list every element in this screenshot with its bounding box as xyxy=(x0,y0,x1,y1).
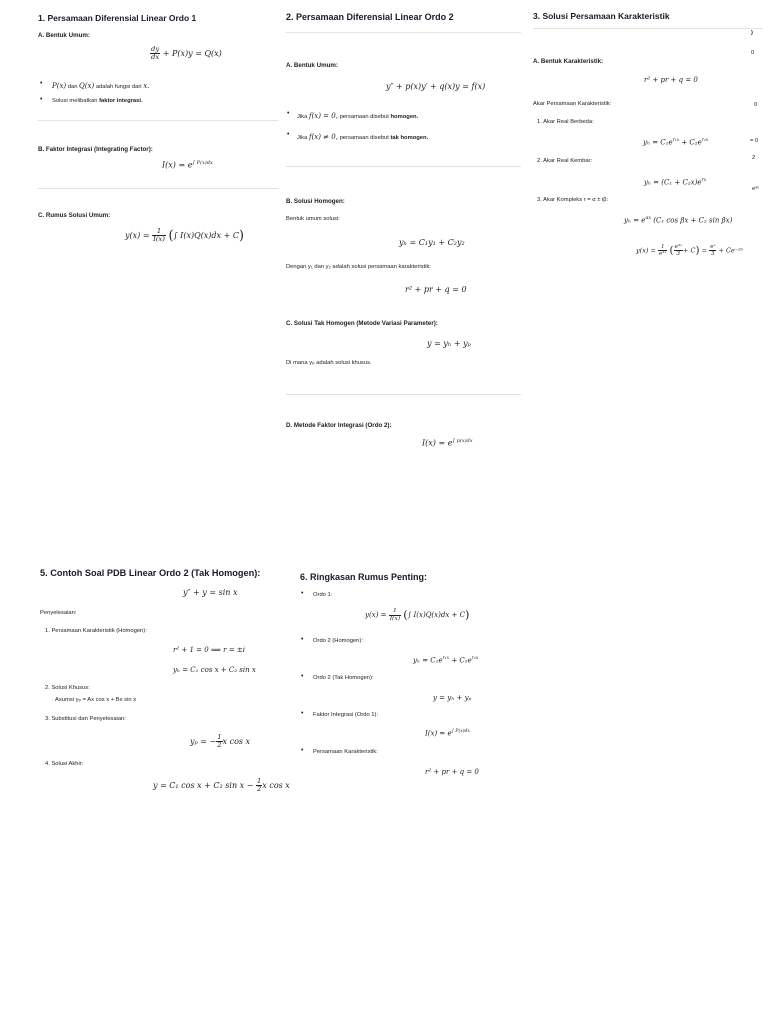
equation-solusi-homogen: yₕ = C₁y₁ + C₂y₂ xyxy=(399,238,465,247)
section-heading-c: C. Rumus Solusi Umum: xyxy=(38,212,111,219)
bullet-icon: • xyxy=(301,636,304,643)
equation-step-1b: yₕ = C₁ cos x + C₂ sin x xyxy=(173,666,256,674)
bullet-icon: • xyxy=(301,673,304,680)
panel-contoh-soal xyxy=(33,564,295,804)
equation-bentuk-umum: y″ + p(x)y′ + q(x)y = f(x) xyxy=(386,82,486,91)
text-penyelesaian: Penyelesaian: xyxy=(40,610,77,616)
list-item-1: 1. Akar Real Berbeda: xyxy=(537,119,594,125)
summary-ordo-1: Ordo 1: xyxy=(313,592,333,598)
list-item-3: 3. Akar Kompleks r = α ± iβ: xyxy=(537,197,609,203)
panel-title: 3. Solusi Persamaan Karakteristik xyxy=(533,11,670,21)
summary-ordo-2-tak-homogen: Ordo 2 (Tak Homogen): xyxy=(313,675,374,681)
equation-akar-kembar: $y_h = (C_1 + C_2x)e^{rx}$ xyxy=(644,178,707,187)
equation-contoh-ordo-1: y(x) = $\frac{1}{\text{e²ˣ}}$ ( $\frac{\text{e³ˣ}}{3}$ + C) = $\frac{\text{eˣ}}{3}$ + Ce⁻²ˣ xyxy=(636,244,744,258)
step-1: 1. Persamaan Karakteristik (Homogen): xyxy=(45,628,147,634)
divider xyxy=(286,166,521,167)
section-heading-b: B. Faktor Integrasi (Integrating Factor): xyxy=(38,146,153,153)
equation-ordo-2-homogen: $y_h = C_1e^{r_1x} + C_2e^{r_2x}$ xyxy=(413,656,479,665)
equation-soal: y″ + y = sin x xyxy=(183,588,238,597)
equation-akar-kompleks: $y_h = e^{\alpha x}$ (C₁ cos βx + C₂ sin βx) xyxy=(624,216,733,225)
edge-fragment: 2 xyxy=(752,155,756,161)
equation-tak-homogen: y = yₕ + yₚ xyxy=(427,339,471,348)
step-2-text: Asumsi yₚ = Ax cos x + Bx sin x xyxy=(55,697,137,703)
equation-akar-berbeda: $y_h = C_1e^{r_1x} + C_2e^{r_2x}$ xyxy=(643,138,709,147)
equation-faktor-integrasi: $I(x) = e^{\int P(x)dx}$ xyxy=(162,160,213,170)
edge-fragment: ) xyxy=(751,30,753,36)
step-3: 3. Substitusi dan Penyelesaian: xyxy=(45,716,126,722)
text-bentuk-solusi: Bentuk umum solusi: xyxy=(286,216,340,222)
equation-bentuk-umum: $\frac{dy}{dx}$ + P(x)y = Q(x) xyxy=(151,45,222,62)
divider xyxy=(533,28,763,29)
panel-ordo-1 xyxy=(30,8,280,264)
summary-karakteristik: Persamaan Karakteristik: xyxy=(313,749,378,755)
bullet-text-1: Jika f(x) = 0, persamaan disebut homogen. xyxy=(297,112,419,120)
panel-ringkasan xyxy=(295,568,527,788)
divider xyxy=(38,120,278,121)
equation-faktor-integrasi: $I(x) = e^{\int P(x)dx}$ xyxy=(425,729,470,738)
divider xyxy=(38,188,278,189)
equation-karakteristik: r² + pr + q = 0 xyxy=(405,285,467,294)
list-item-2: 2. Akar Real Kembar: xyxy=(537,158,593,164)
bullet-text-2: Solusi melibatkan faktor integrasi. xyxy=(52,98,143,104)
panel-title: 2. Persamaan Diferensial Linear Ordo 2 xyxy=(286,12,454,22)
bullet-text-1: P(x) dan Q(x) adalah fungsi dari x. xyxy=(52,82,150,90)
divider xyxy=(286,32,521,33)
equation-solusi-umum: y(x) = $\frac{1}{I(x)}$ (∫ I(x)Q(x)dx + C) xyxy=(125,227,244,244)
equation-step-4: y = C₁ cos x + C₂ sin x − $\frac{1}{2}$ x cos x xyxy=(153,777,290,794)
section-heading-b: B. Solusi Homogen: xyxy=(286,198,345,205)
panel-ordo-2 xyxy=(279,4,525,482)
bullet-text-2: Jika f(x) ≠ 0, persamaan disebut tak homogen. xyxy=(297,133,429,141)
bullet-icon: • xyxy=(287,131,290,138)
edge-fragment: = 0 xyxy=(750,138,759,144)
section-heading-a: A. Bentuk Umum: xyxy=(286,62,338,69)
summary-faktor-integrasi: Faktor Integrasi (Ordo 1): xyxy=(313,712,379,718)
step-4: 4. Solusi Akhir: xyxy=(45,761,84,767)
panel-title: 6. Ringkasan Rumus Penting: xyxy=(300,572,428,582)
bullet-icon: • xyxy=(301,747,304,754)
text-solusi-khusus: Di mana yₚ adalah solusi khusus. xyxy=(286,360,372,366)
summary-ordo-2-homogen: Ordo 2 (Homogen): xyxy=(313,638,363,644)
edge-fragment: 0 xyxy=(754,102,758,108)
divider xyxy=(286,394,521,395)
equation-karakteristik: r² + pr + q = 0 xyxy=(425,768,479,776)
edge-fragment: e²ˣ xyxy=(752,186,760,192)
edge-fragment: 0 xyxy=(751,50,755,56)
bullet-icon: • xyxy=(40,80,43,87)
section-heading-d: D. Metode Faktor Integrasi (Ordo 2): xyxy=(286,422,392,429)
bullet-icon: • xyxy=(287,110,290,117)
equation-karakteristik: r² + pr + q = 0 xyxy=(644,76,698,84)
equation-ordo-1: y(x) = $\frac{1}{I(x)}$ (∫ I(x)Q(x)dx + C) xyxy=(365,607,470,622)
section-heading-a: A. Bentuk Umum: xyxy=(38,32,90,39)
bullet-icon: • xyxy=(301,710,304,717)
bullet-icon: • xyxy=(301,590,304,597)
equation-step-3: yₚ = − $\frac{1}{2}$ x cos x xyxy=(190,733,251,750)
text-akar: Akar Persamaan Karakteristik: xyxy=(533,101,612,107)
panel-title: 1. Persamaan Diferensial Linear Ordo 1 xyxy=(38,13,197,23)
panel-karakteristik xyxy=(529,6,768,238)
equation-ordo-2-tak-homogen: y = yₕ + yₚ xyxy=(433,694,472,702)
bullet-icon: • xyxy=(40,96,43,103)
step-2: 2. Solusi Khusus: xyxy=(45,685,90,691)
section-heading-a: A. Bentuk Karakteristik: xyxy=(533,58,604,65)
equation-step-1: r² + 1 = 0 ⟹ r = ±i xyxy=(173,646,245,654)
equation-faktor-integrasi: $I(x) = e^{\int p(x)dx}$ xyxy=(422,438,473,448)
section-heading-c: C. Solusi Tak Homogen (Metode Variasi Parameter): xyxy=(286,320,438,327)
text-karakteristik: Dengan y₁ dan y₂ adalah solusi persamaan karakteristik: xyxy=(286,264,432,270)
panel-title: 5. Contoh Soal PDB Linear Ordo 2 (Tak Homogen): xyxy=(40,568,261,578)
